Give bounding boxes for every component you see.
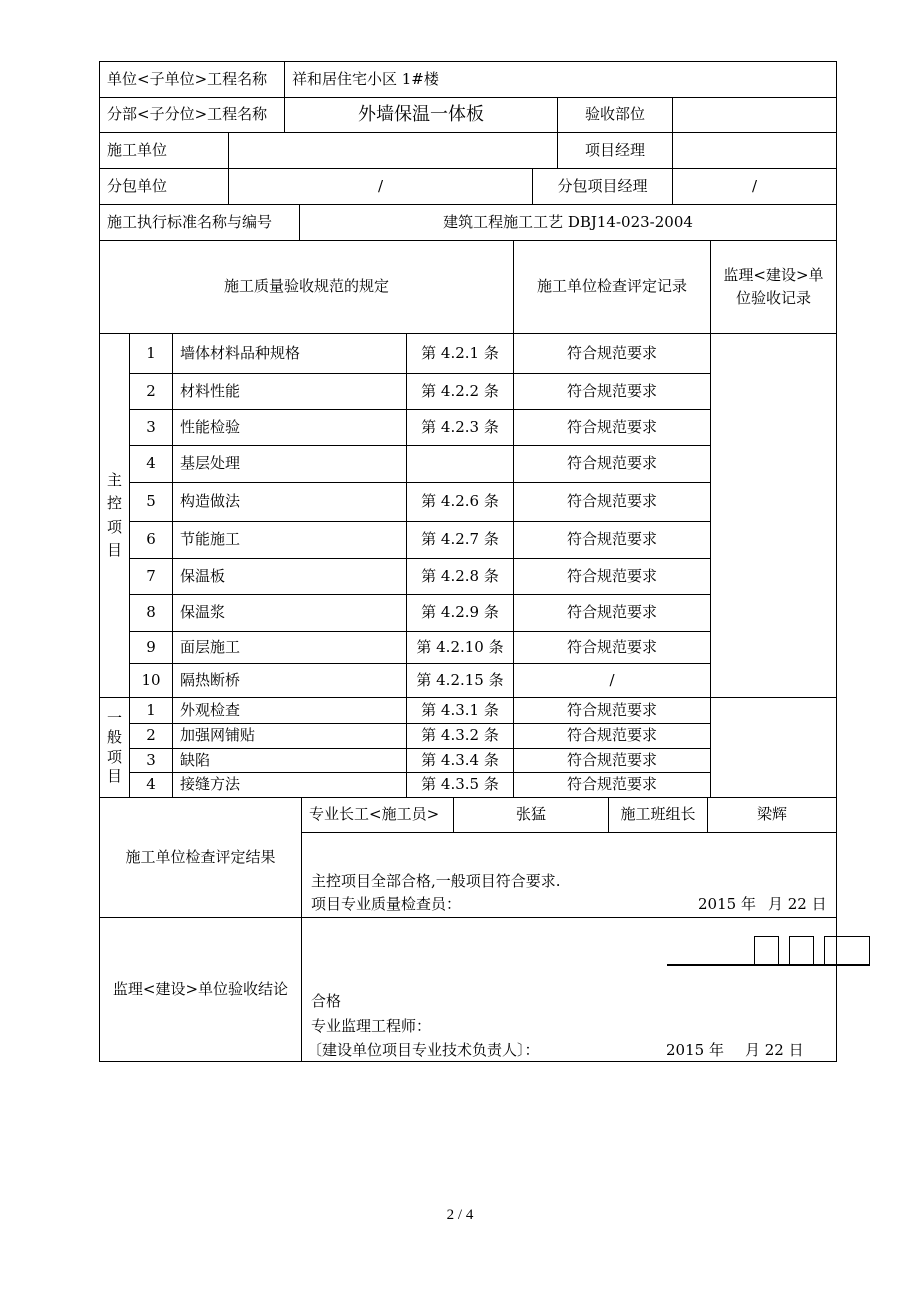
deco-box-2 [789, 936, 814, 965]
owner-technical-lead-label: 〔建设单位项目专业技术负责人〕： [307, 1041, 540, 1059]
foreman-label: 专业长工<施工员> [301, 797, 454, 833]
item-no: 9 [129, 631, 173, 664]
construction-conclusion: 主控项目全部合格,一般项目符合要求. [311, 872, 561, 890]
item-no: 3 [129, 409, 173, 446]
construction-unit-label: 施工单位 [99, 132, 229, 169]
item-name: 接缝方法 [172, 772, 407, 798]
item-name: 保温浆 [172, 594, 407, 632]
page-number: 2 / 4 [446, 1207, 474, 1223]
sub-project-value: 外墙保温一体板 [284, 97, 558, 133]
item-no: 8 [129, 594, 173, 632]
item-result: 符合规范要求 [513, 373, 711, 410]
item-no: 10 [129, 663, 173, 698]
item-name: 构造做法 [172, 482, 407, 522]
subcontract-unit-value: / [228, 168, 533, 205]
item-result: 符合规范要求 [513, 521, 711, 559]
item-no: 2 [129, 373, 173, 410]
item-clause: 第 4.3.4 条 [406, 748, 514, 773]
team-leader-value: 梁辉 [707, 797, 837, 833]
item-result: / [513, 663, 711, 698]
item-name: 外观检查 [172, 697, 407, 724]
item-name: 墙体材料品种规格 [172, 333, 407, 374]
item-clause: 第 4.3.5 条 [406, 772, 514, 798]
item-clause: 第 4.2.2 条 [406, 373, 514, 410]
construction-result-panel [301, 832, 837, 918]
item-no: 3 [129, 748, 173, 773]
project-manager-value [672, 132, 837, 169]
subcontract-unit-label: 分包单位 [99, 168, 229, 205]
item-result: 符合规范要求 [513, 772, 711, 798]
item-name: 保温板 [172, 558, 407, 595]
construction-unit-value [228, 132, 558, 169]
item-clause: 第 4.2.3 条 [406, 409, 514, 446]
supervision-result: 合格 [311, 992, 342, 1010]
item-clause: 第 4.2.15 条 [406, 663, 514, 698]
item-clause [406, 445, 514, 483]
item-result: 符合规范要求 [513, 558, 711, 595]
column-header-check-record: 施工单位检查评定记录 [513, 240, 711, 334]
item-name: 加强网铺贴 [172, 723, 407, 749]
subcontract-manager-label: 分包项目经理 [532, 168, 673, 205]
item-name: 基层处理 [172, 445, 407, 483]
item-clause: 第 4.2.9 条 [406, 594, 514, 632]
item-result: 符合规范要求 [513, 723, 711, 749]
item-name: 隔热断桥 [172, 663, 407, 698]
item-clause: 第 4.3.1 条 [406, 697, 514, 724]
deco-box-1 [754, 936, 779, 965]
item-name: 材料性能 [172, 373, 407, 410]
supervision-date-day: 月 22 日 [745, 1041, 804, 1059]
item-name: 缺陷 [172, 748, 407, 773]
item-result: 符合规范要求 [513, 748, 711, 773]
acceptance-part-label: 验收部位 [557, 97, 673, 133]
subcontract-manager-value: / [672, 168, 837, 205]
column-header-supervision-record: 监理<建设>单 位验收记录 [710, 240, 837, 334]
quality-inspector-label: 项目专业质量检查员： [311, 895, 462, 913]
item-no: 2 [129, 723, 173, 749]
item-result: 符合规范要求 [513, 482, 711, 522]
supervision-engineer-label: 专业监理工程师： [311, 1017, 432, 1035]
standard-value: 建筑工程施工工艺 DBJ14-023-2004 [299, 204, 837, 241]
item-result: 符合规范要求 [513, 697, 711, 724]
acceptance-part-value [672, 97, 837, 133]
item-clause: 第 4.2.7 条 [406, 521, 514, 559]
main-items-supervision-record [710, 333, 837, 698]
item-no: 4 [129, 772, 173, 798]
construction-result-label: 施工单位检查评定结果 [99, 797, 302, 918]
item-no: 7 [129, 558, 173, 595]
supervision-conclusion-label: 监理<建设>单位验收结论 [99, 917, 302, 1062]
supervision-date-year: 2015 年 [666, 1041, 724, 1059]
item-result: 符合规范要求 [513, 445, 711, 483]
item-no: 5 [129, 482, 173, 522]
item-result: 符合规范要求 [513, 594, 711, 632]
unit-project-label: 单位<子单位>工程名称 [99, 61, 285, 98]
item-no: 1 [129, 697, 173, 724]
item-clause: 第 4.2.8 条 [406, 558, 514, 595]
item-result: 符合规范要求 [513, 333, 711, 374]
project-manager-label: 项目经理 [557, 132, 673, 169]
construction-date-day: 月 22 日 [768, 895, 827, 913]
item-clause: 第 4.3.2 条 [406, 723, 514, 749]
item-name: 性能检验 [172, 409, 407, 446]
item-no: 6 [129, 521, 173, 559]
general-items-group-label: 一 般 项 目 [99, 697, 130, 798]
item-no: 1 [129, 333, 173, 374]
main-items-group-label: 主 控 项 目 [99, 333, 130, 698]
item-result: 符合规范要求 [513, 631, 711, 664]
sub-project-label: 分部<子分位>工程名称 [99, 97, 285, 133]
acceptance-form [99, 61, 837, 1062]
item-clause: 第 4.2.1 条 [406, 333, 514, 374]
item-result: 符合规范要求 [513, 409, 711, 446]
team-leader-label: 施工班组长 [608, 797, 708, 833]
deco-box-3 [824, 936, 870, 965]
item-no: 4 [129, 445, 173, 483]
general-items-supervision-record [710, 697, 837, 798]
unit-project-value: 祥和居住宅小区 1#楼 [284, 61, 837, 98]
column-header-spec: 施工质量验收规范的规定 [99, 240, 514, 334]
item-name: 面层施工 [172, 631, 407, 664]
item-clause: 第 4.2.6 条 [406, 482, 514, 522]
standard-label: 施工执行标准名称与编号 [99, 204, 300, 241]
construction-date-year: 2015 年 [698, 895, 756, 913]
item-clause: 第 4.2.10 条 [406, 631, 514, 664]
item-name: 节能施工 [172, 521, 407, 559]
foreman-value: 张猛 [453, 797, 609, 833]
